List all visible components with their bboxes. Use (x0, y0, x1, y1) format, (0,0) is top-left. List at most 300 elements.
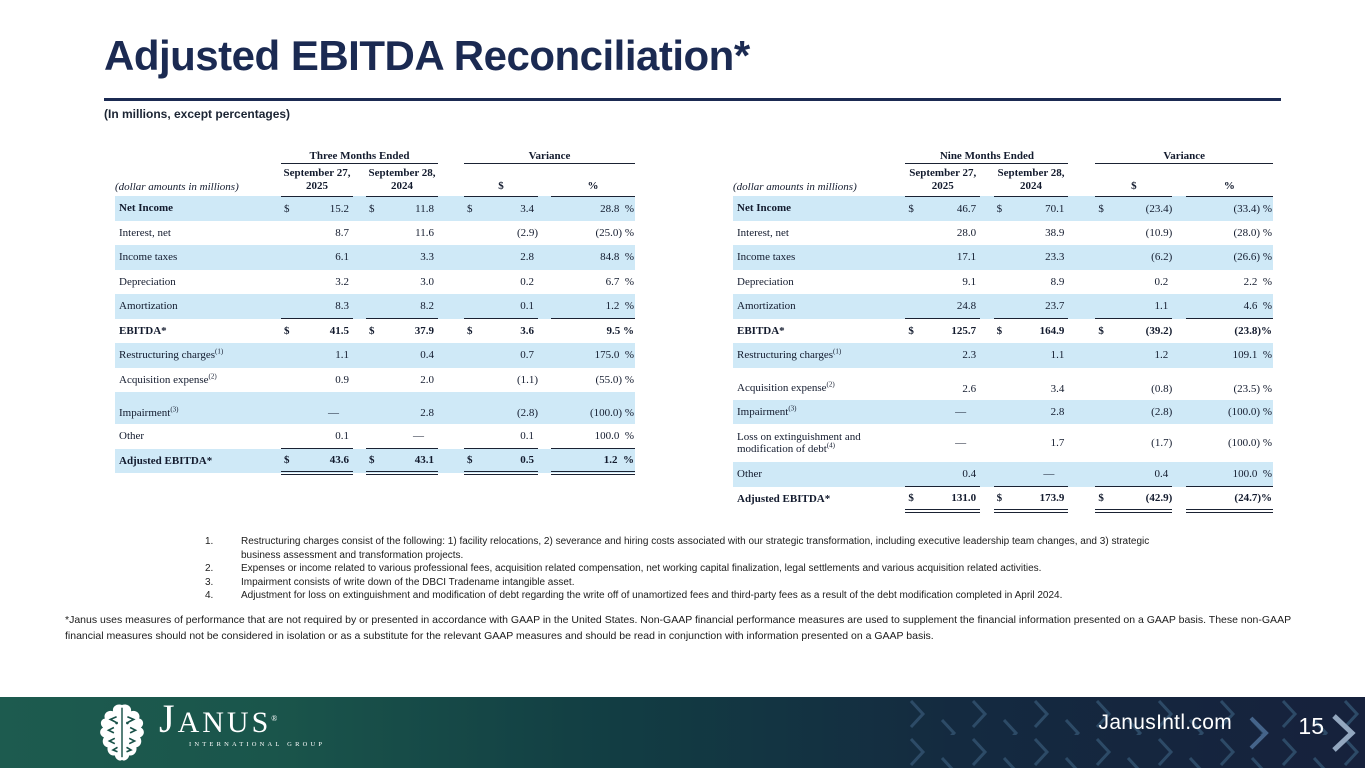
spacer-cell (538, 294, 551, 319)
money-cell (281, 196, 353, 221)
spacer-cell (1172, 343, 1185, 368)
money-cell (905, 400, 980, 425)
cell-value: 0.4 (962, 468, 977, 480)
spacer-cell (1172, 487, 1185, 512)
spacer-cell (1068, 462, 1095, 487)
cell-value: 0.5 (520, 454, 535, 466)
percent-cell: (24.7)% (1186, 487, 1273, 512)
row-label: Amortization (115, 294, 281, 319)
cell-value: (1.1) (516, 373, 539, 386)
dollar-sign: $ (1098, 325, 1104, 337)
spacer-cell (1172, 462, 1185, 487)
spacer-cell (353, 294, 366, 319)
row-label: Depreciation (119, 275, 176, 288)
spacer-cell (980, 294, 993, 319)
cell-value: 23.7 (1045, 300, 1065, 312)
variance-dollar-header: $ (464, 163, 538, 196)
money-cell (1095, 400, 1172, 425)
money-cell (1095, 487, 1172, 512)
table-row (115, 319, 635, 344)
spacer-cell (353, 270, 366, 295)
money-cell (464, 449, 538, 474)
cell-value: 3.4 (520, 202, 535, 215)
spacer-cell (438, 368, 464, 393)
financial-table (733, 144, 1273, 513)
money-cell (994, 294, 1069, 319)
money-cell (1095, 424, 1172, 462)
table-row (733, 462, 1273, 487)
money-cell (281, 368, 353, 393)
cell-value: 2.8 (1050, 405, 1065, 418)
footnote-number: 1. (205, 536, 214, 547)
spacer-cell (353, 343, 366, 368)
spacer-cell (1172, 245, 1185, 270)
cell-value: 2.0 (420, 373, 435, 386)
spacer-cell (1068, 221, 1095, 246)
row-label: Adjusted EBITDA* (737, 492, 831, 505)
cell-value: — (955, 405, 967, 418)
spacer-cell (1172, 400, 1185, 425)
money-cell (366, 196, 438, 221)
spacer-cell (353, 392, 366, 424)
cell-value: 3.0 (420, 275, 435, 288)
money-cell (366, 392, 438, 424)
money-cell (366, 343, 438, 368)
chevron-icon (1329, 713, 1359, 753)
percent-cell: 109.1 % (1186, 343, 1273, 368)
column-header-2025: September 27, 2025 (905, 163, 980, 196)
cell-value: 11.8 (415, 202, 435, 215)
dollar-sign: $ (908, 492, 914, 504)
row-label-header: (dollar amounts in millions) (733, 181, 857, 193)
cell-value: (0.8) (1151, 382, 1173, 395)
cell-value: 38.9 (1045, 226, 1065, 239)
cell-value: — (328, 407, 339, 419)
spacer-cell (538, 163, 551, 196)
percent-cell: (33.4) % (1186, 196, 1273, 221)
spacer-cell (538, 392, 551, 424)
table-row (733, 424, 1273, 462)
spacer-cell (353, 424, 366, 449)
row-label: Net Income (115, 196, 281, 221)
cell-value: 2.8 (420, 407, 435, 419)
cell-value: 23.3 (1045, 251, 1065, 264)
column-header-2025: September 27, 2025 (281, 163, 353, 196)
spacer-cell (353, 319, 366, 344)
cell-value: 17.1 (956, 251, 977, 264)
money-cell (1095, 368, 1172, 400)
spacer-cell (115, 144, 281, 163)
spacer-cell (1172, 424, 1185, 462)
percent-cell: (23.5) % (1233, 382, 1272, 395)
column-header-2024: September 28, 2024 (366, 163, 438, 196)
table-row (115, 270, 635, 295)
cell-value: (1.7) (1151, 437, 1173, 449)
spacer-cell (438, 270, 464, 295)
table-row (733, 400, 1273, 425)
footnote-item (205, 535, 1165, 562)
money-cell (994, 270, 1069, 295)
spacer-cell (438, 196, 464, 221)
dollar-sign: $ (467, 202, 473, 215)
dollar-sign: $ (369, 202, 375, 215)
spacer-cell (1172, 163, 1185, 196)
cell-value: 164.9 (1039, 325, 1065, 337)
dollar-sign: $ (284, 202, 290, 215)
money-cell (281, 294, 353, 319)
money-cell (905, 196, 980, 221)
row-label: Net Income (733, 196, 905, 221)
cell-value: 37.9 (414, 325, 435, 337)
cell-value: 1.7 (1050, 437, 1065, 449)
wordmark-initial: J (159, 696, 178, 741)
dollar-sign: $ (996, 325, 1003, 337)
cell-value: 125.7 (951, 325, 977, 337)
spacer-cell (538, 221, 551, 246)
page-number: 15 (1298, 713, 1324, 739)
money-cell (1095, 462, 1172, 487)
money-cell (905, 368, 980, 400)
cell-value: (42.9) (1145, 492, 1173, 504)
dollar-sign: $ (284, 454, 290, 466)
dollar-sign: $ (369, 454, 375, 466)
spacer-cell (980, 368, 993, 400)
cell-value: — (413, 430, 425, 442)
spacer-cell (353, 196, 366, 221)
cell-value: 0.4 (420, 349, 435, 362)
spacer-cell (438, 424, 464, 449)
dollar-sign: $ (1098, 492, 1104, 504)
table-row (115, 392, 635, 424)
cell-value: 0.2 (520, 275, 535, 288)
money-cell (464, 221, 538, 246)
cell-value: 3.4 (1050, 382, 1065, 395)
spacer-cell (980, 462, 993, 487)
cell-value: 8.9 (1050, 275, 1065, 288)
percent-cell: 1.2 % (551, 449, 635, 474)
footnote-text: Adjustment for loss on extinguishment and modification of debt regarding the write off of unamortized fees and third-party fees as a result of the debt modification completed in April 2024. (241, 590, 1063, 601)
percent-cell: (23.8)% (1234, 325, 1272, 337)
footnote-ref: (4) (826, 441, 835, 450)
cell-value: 0.2 (1154, 275, 1169, 288)
money-cell (905, 319, 980, 344)
spacer-cell (1172, 368, 1185, 400)
cell-value: 43.1 (414, 454, 435, 466)
cell-value: 24.8 (956, 300, 977, 312)
spacer-cell (538, 319, 551, 344)
money-cell (905, 424, 980, 462)
spacer-cell (438, 319, 464, 344)
row-label: Loss on extinguishment and modification of debt$^{(4)}$ (737, 430, 861, 455)
cell-value: 28.0 (956, 226, 977, 239)
footnote-text: Impairment consists of write down of the DBCI Tradename intangible asset. (241, 576, 575, 588)
money-cell (905, 462, 980, 487)
table-subheader-row (733, 163, 1273, 196)
row-label: Income taxes (115, 245, 281, 270)
period-group-header: Three Months Ended (281, 144, 438, 163)
cell-value: — (955, 437, 967, 449)
dollar-sign: $ (1098, 202, 1104, 215)
cell-value: 1.1 (335, 349, 349, 362)
money-cell (464, 196, 538, 221)
spacer-cell (1068, 196, 1095, 221)
spacer-cell (1172, 196, 1185, 221)
row-label: Other (119, 430, 145, 443)
spacer-cell (538, 449, 551, 474)
footnote-text: Restructuring charges consist of the following: 1) facility relocations, 2) severance and hiring costs associated with our strategic transformation, including executive leadership team changes, and 3) strategic business assessment and transformation projects. (241, 536, 1150, 561)
table-row (733, 270, 1273, 295)
spacer-cell (438, 144, 464, 163)
table-row (733, 487, 1273, 512)
spacer-cell (438, 221, 464, 246)
spacer-cell (980, 319, 993, 344)
money-cell (994, 368, 1069, 400)
cell-value: 3.6 (520, 325, 535, 337)
column-header-2024: September 28, 2024 (994, 163, 1069, 196)
money-cell (905, 221, 980, 246)
percent-cell: 2.2 % (1243, 275, 1272, 288)
footnote-ref: (3) (170, 405, 179, 414)
dollar-sign: $ (369, 325, 375, 337)
table-row (115, 196, 635, 221)
percent-cell: (100.0) % (1228, 437, 1272, 449)
money-cell (464, 245, 538, 270)
spacer-cell (980, 400, 993, 425)
cell-value: 2.3 (962, 349, 977, 362)
spacer-cell (1068, 270, 1095, 295)
row-label: Income taxes (733, 245, 905, 270)
dollar-sign: $ (996, 202, 1003, 215)
spacer-cell (438, 163, 464, 196)
dollar-sign: $ (284, 325, 290, 337)
money-cell (366, 270, 438, 295)
cell-value: 1.1 (1154, 300, 1169, 312)
money-cell (366, 368, 438, 393)
footnote-ref: (3) (788, 403, 797, 412)
money-cell (994, 462, 1069, 487)
money-cell (1095, 343, 1172, 368)
row-label: Acquisition expense$^{(2)}$ (737, 380, 835, 395)
row-label: Depreciation (737, 275, 794, 288)
money-cell (281, 343, 353, 368)
money-cell (464, 270, 538, 295)
money-cell (464, 424, 538, 449)
spacer-cell (1068, 400, 1095, 425)
variance-group-header: Variance (464, 144, 635, 163)
table-row (733, 294, 1273, 319)
spacer-cell (353, 163, 366, 196)
spacer-cell (438, 392, 464, 424)
spacer-cell (1172, 270, 1185, 295)
variance-dollar-header: $ (1095, 163, 1172, 196)
variance-percent-header: % (551, 163, 635, 196)
table-row (733, 245, 1273, 270)
table-header-row (115, 144, 635, 163)
cell-value: 0.1 (520, 300, 535, 312)
cell-value: 0.4 (1154, 468, 1169, 480)
percent-cell: 100.0 % (1186, 462, 1273, 487)
spacer-cell (438, 294, 464, 319)
spacer-cell (980, 221, 993, 246)
spacer-cell (980, 270, 993, 295)
table-subheader-row (115, 163, 635, 196)
percent-cell: 9.5 % (606, 325, 635, 337)
row-label: EBITDA* (737, 324, 785, 337)
table-row (115, 449, 635, 474)
spacer-cell (980, 196, 993, 221)
percent-cell: 175.0 % (551, 343, 635, 368)
footnote-item (205, 576, 1165, 590)
money-cell (905, 270, 980, 295)
wordmark-subtitle: INTERNATIONAL GROUP (189, 741, 326, 748)
footnotes-list (205, 535, 1165, 603)
cell-value: 43.6 (329, 454, 349, 466)
money-cell (464, 319, 538, 344)
money-cell (366, 319, 438, 344)
footnote-text: Expenses or income related to various professional fees, acquisition related compensation, net working capital finalization, legal settlements and various acquisition related activities. (241, 563, 1042, 574)
cell-value: 8.7 (335, 226, 349, 239)
table-nine-months-ended (733, 144, 1273, 513)
spacer-cell (1172, 294, 1185, 319)
cell-value: 8.3 (335, 300, 349, 312)
money-cell (905, 343, 980, 368)
janus-wordmark (159, 696, 326, 748)
spacer-cell (538, 270, 551, 295)
money-cell (1095, 294, 1172, 319)
cell-value: (2.8) (516, 407, 539, 419)
cell-value: 9.1 (962, 275, 977, 288)
spacer-cell (538, 343, 551, 368)
money-cell (366, 449, 438, 474)
cell-value: 2.6 (962, 382, 977, 395)
money-cell (281, 270, 353, 295)
chevron-icon (1247, 715, 1273, 751)
variance-group-header: Variance (1095, 144, 1273, 163)
dollar-sign: $ (467, 454, 473, 466)
gaap-disclaimer: *Janus uses measures of performance that are not required by or presented in accordance with GAAP in the United States. Non-GAAP financial performance measures are used to supplement the financial information presented on a GAAP basis. These non-GAAP financial measures should not be considered in isolation or as a substitute for the relevant GAAP measures and should be read in conjunction with information presented on a GAAP basis. (65, 614, 1291, 642)
row-label: Other (733, 462, 905, 487)
footnote-number: 3. (205, 576, 214, 588)
footnote-ref: (2) (208, 371, 217, 380)
spacer-cell (353, 449, 366, 474)
cell-value: (2.8) (1151, 405, 1173, 418)
cell-value: 6.1 (335, 251, 349, 264)
percent-cell: 1.2 % (551, 294, 635, 319)
spacer-cell (353, 245, 366, 270)
cell-value: (10.9) (1145, 226, 1173, 239)
money-cell (994, 400, 1069, 425)
cell-value: 2.8 (520, 251, 535, 264)
row-label: Amortization (733, 294, 905, 319)
cell-value: 41.5 (329, 325, 349, 337)
cell-value: (23.4) (1145, 202, 1173, 215)
money-cell (281, 392, 353, 424)
cell-value: 0.1 (520, 430, 535, 442)
cell-value: — (1043, 468, 1055, 480)
spacer-cell (1068, 245, 1095, 270)
row-label: EBITDA* (119, 324, 167, 337)
table-header-row (733, 144, 1273, 163)
spacer-cell (538, 196, 551, 221)
table-row (733, 343, 1273, 368)
website-link: JanusIntl.com (1098, 711, 1232, 734)
cell-value: 15.2 (329, 202, 349, 215)
spacer-cell (980, 487, 993, 512)
cell-value: 70.1 (1045, 202, 1065, 215)
spacer-cell (1068, 368, 1095, 400)
percent-cell: 100.0 % (551, 424, 635, 449)
cell-value: 8.2 (420, 300, 435, 312)
money-cell (994, 245, 1069, 270)
cell-value: 1.2 (1154, 349, 1169, 362)
wordmark-rest: ANUS (177, 706, 272, 739)
percent-cell: 28.8 % (551, 196, 635, 221)
table-row (733, 319, 1273, 344)
money-cell (994, 343, 1069, 368)
variance-percent-header: % (1186, 163, 1273, 196)
money-cell (994, 319, 1069, 344)
percent-cell: (26.6) % (1186, 245, 1273, 270)
spacer-cell (438, 449, 464, 474)
money-cell (366, 424, 438, 449)
money-cell (281, 221, 353, 246)
row-label: Impairment$^{(3)}$ (733, 400, 905, 425)
money-cell (905, 487, 980, 512)
spacer-cell (1068, 144, 1095, 163)
row-label: Acquisition expense$^{(2)}$ (119, 371, 217, 386)
registered-mark: ® (271, 714, 281, 723)
cell-value: (6.2) (1151, 251, 1173, 264)
cell-value: 131.0 (951, 492, 977, 504)
spacer-cell (1068, 319, 1095, 344)
money-cell (994, 487, 1069, 512)
units-note: (In millions, except percentages) (104, 107, 291, 121)
row-label: Adjusted EBITDA* (115, 449, 281, 474)
percent-cell: (100.0) % (1186, 400, 1273, 425)
dollar-sign: $ (467, 325, 473, 337)
money-cell (1095, 221, 1172, 246)
cell-value: 173.9 (1039, 492, 1065, 504)
row-label-header: (dollar amounts in millions) (115, 181, 239, 193)
table-row (115, 245, 635, 270)
footnote-number: 4. (205, 590, 214, 601)
cell-value: 0.1 (335, 430, 349, 442)
money-cell (994, 424, 1069, 462)
money-cell (994, 196, 1069, 221)
money-cell (905, 245, 980, 270)
money-cell (281, 424, 353, 449)
percent-cell: 84.8 % (551, 245, 635, 270)
spacer-cell (1068, 487, 1095, 512)
spacer-cell (438, 245, 464, 270)
money-cell (464, 294, 538, 319)
money-cell (464, 343, 538, 368)
spacer-cell (538, 368, 551, 393)
footnote-ref: (1) (833, 347, 842, 356)
spacer-cell (980, 424, 993, 462)
spacer-cell (353, 221, 366, 246)
row-label: Interest, net (737, 226, 789, 239)
dollar-sign: $ (908, 325, 914, 337)
row-label: Restructuring charges$^{(1)}$ (115, 343, 281, 368)
cell-value: 3.3 (420, 251, 435, 264)
table-three-months-ended (115, 144, 635, 475)
footnote-ref: (2) (826, 380, 835, 389)
percent-cell: (55.0) % (595, 373, 635, 386)
cell-value: 0.9 (335, 373, 349, 386)
financial-table (115, 144, 635, 475)
percent-cell: (28.0) % (1233, 226, 1272, 239)
